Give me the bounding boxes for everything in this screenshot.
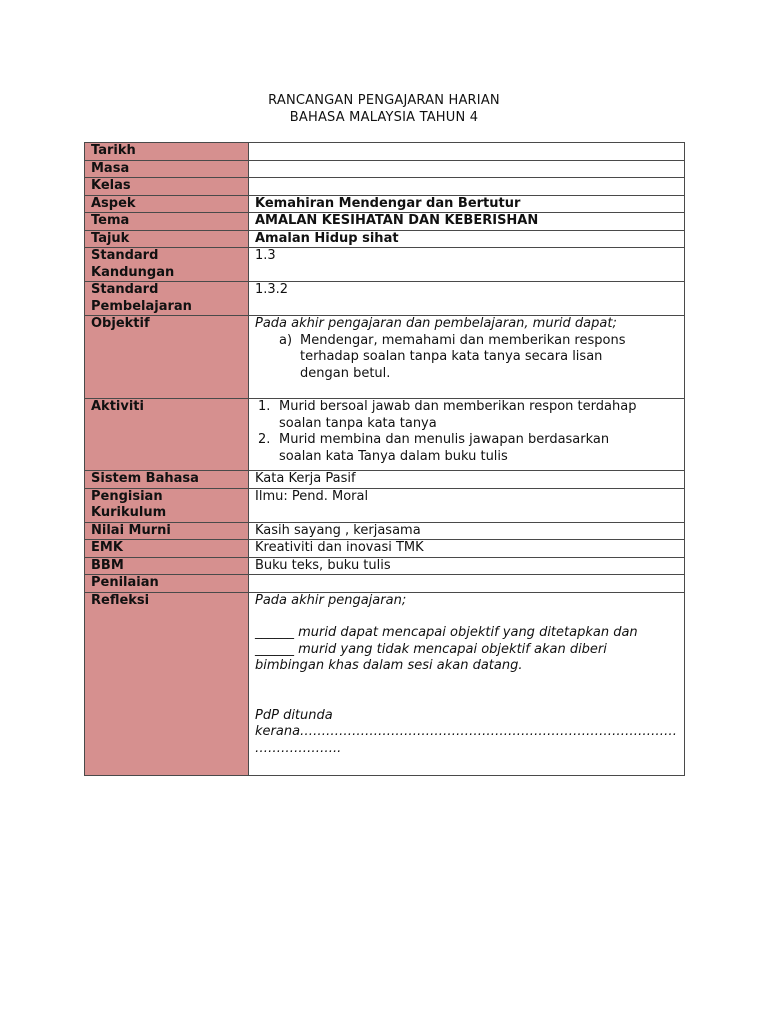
objektif-item-line: dengan betul. — [300, 365, 391, 381]
aktiviti-item-line: soalan kata Tanya dalam buku tulis — [279, 448, 508, 464]
objektif-item-line: Mendengar, memahami dan memberikan respons — [300, 332, 626, 348]
row-value-standard-kandungan: 1.3 — [249, 248, 685, 282]
table-row-aspek — [85, 195, 685, 213]
row-value-standard-pembelajaran: 1.3.2 — [249, 282, 685, 316]
table-row-aktiviti — [85, 399, 685, 471]
row-label-refleksi: Refleksi — [85, 592, 249, 775]
row-value-sistem-bahasa: Kata Kerja Pasif — [249, 471, 685, 489]
aktiviti-item-line: Murid membina dan menulis jawapan berdasarkan — [279, 432, 610, 447]
list-item — [279, 333, 678, 383]
row-label-kelas: Kelas — [85, 178, 249, 196]
row-value-pengisian-kurikulum: Ilmu: Pend. Moral — [249, 488, 685, 522]
row-value-nilai-murni: Kasih sayang , kerjasama — [249, 522, 685, 540]
list-marker: a) — [279, 332, 293, 348]
row-value-tema: AMALAN KESIHATAN DAN KEBERISHAN — [249, 213, 685, 231]
spacer — [255, 609, 678, 625]
table-row-kelas — [85, 178, 685, 196]
table-row-standard-pembelajaran — [85, 282, 685, 316]
refleksi-text: murid yang tidak mencapai objektif akan diberi — [294, 641, 607, 657]
refleksi-line — [255, 625, 678, 642]
row-label-standard-pembelajaran-line2: Pembelajaran — [91, 298, 192, 314]
row-label-sistem-bahasa: Sistem Bahasa — [85, 471, 249, 489]
row-value-kelas — [249, 178, 685, 196]
row-value-tajuk: Amalan Hidup sihat — [249, 230, 685, 248]
aktiviti-item-line: Murid bersoal jawab dan memberikan respon terdahap — [279, 399, 637, 414]
objektif-list — [255, 333, 678, 383]
table-row-penilaian — [85, 575, 685, 593]
document-subtitle: BAHASA MALAYSIA TAHUN 4 — [289, 110, 479, 125]
pdp-line: ……………….. — [255, 740, 342, 756]
pdp-line: kerana…………………………………………………………………………… — [255, 724, 678, 739]
lesson-plan-table — [84, 142, 685, 776]
table-row-refleksi — [85, 592, 685, 775]
list-marker: 2. — [258, 432, 271, 447]
list-marker: 1. — [258, 399, 271, 414]
table-row-tajuk — [85, 230, 685, 248]
list-item — [258, 432, 678, 465]
blank-line: ______ — [255, 641, 294, 657]
table-row-sistem-bahasa — [85, 471, 685, 489]
row-label-emk: EMK — [85, 540, 249, 558]
document-title: RANCANGAN PENGAJARAN HARIAN — [268, 93, 500, 108]
list-item — [258, 399, 678, 432]
row-value-refleksi — [249, 592, 685, 775]
table-row-bbm — [85, 557, 685, 575]
row-label-nilai-murni: Nilai Murni — [85, 522, 249, 540]
row-value-aspek: Kemahiran Mendengar dan Bertutur — [249, 195, 685, 213]
table-row-tema — [85, 213, 685, 231]
row-value-penilaian — [249, 575, 685, 593]
table-row-masa — [85, 160, 685, 178]
refleksi-line: bimbingan khas dalam sesi akan datang. — [255, 658, 523, 673]
row-value-masa — [249, 160, 685, 178]
table-row-tarikh — [85, 143, 685, 161]
aktiviti-list — [255, 399, 678, 465]
table-row-objektif — [85, 316, 685, 399]
row-value-tarikh — [249, 143, 685, 161]
row-label-pengisian-kurikulum — [85, 488, 249, 522]
refleksi-text: murid dapat mencapai objektif yang ditetapkan dan — [294, 625, 638, 640]
row-label-pengisian-kurikulum-line1: Pengisian — [91, 488, 163, 504]
row-label-bbm: BBM — [85, 557, 249, 575]
objektif-intro: Pada akhir pengajaran dan pembelajaran, murid dapat; — [255, 316, 617, 331]
row-label-objektif: Objektif — [85, 316, 249, 399]
row-label-masa: Masa — [85, 160, 249, 178]
row-label-standard-kandungan-line2: Kandungan — [91, 264, 175, 280]
row-label-pengisian-kurikulum-line2: Kurikulum — [91, 505, 167, 520]
table-row-pengisian-kurikulum — [85, 488, 685, 522]
row-value-aktiviti — [249, 399, 685, 471]
table-row-standard-kandungan — [85, 248, 685, 282]
row-value-objektif — [249, 316, 685, 399]
row-label-standard-pembelajaran — [85, 282, 249, 316]
row-label-aktiviti: Aktiviti — [85, 399, 249, 471]
refleksi-intro: Pada akhir pengajaran; — [255, 592, 407, 608]
aktiviti-item-line: soalan tanpa kata tanya — [279, 415, 437, 431]
blank-line: ______ — [255, 625, 294, 640]
row-label-standard-pembelajaran-line1: Standard — [91, 282, 159, 297]
objektif-item-line: terhadap soalan tanpa kata tanya secara lisan — [300, 349, 603, 364]
row-label-tarikh: Tarikh — [85, 143, 249, 161]
row-value-emk: Kreativiti dan inovasi TMK — [249, 540, 685, 558]
row-label-tema: Tema — [85, 213, 249, 231]
row-label-tajuk: Tajuk — [85, 230, 249, 248]
row-value-bbm: Buku teks, buku tulis — [249, 557, 685, 575]
row-label-standard-kandungan — [85, 248, 249, 282]
row-label-aspek: Aspek — [85, 195, 249, 213]
spacer — [255, 675, 678, 708]
row-label-penilaian: Penilaian — [85, 575, 249, 593]
pdp-line: PdP ditunda — [255, 707, 333, 723]
row-label-standard-kandungan-line1: Standard — [91, 248, 159, 263]
refleksi-line — [255, 642, 678, 659]
table-row-emk — [85, 540, 685, 558]
table-row-nilai-murni — [85, 522, 685, 540]
